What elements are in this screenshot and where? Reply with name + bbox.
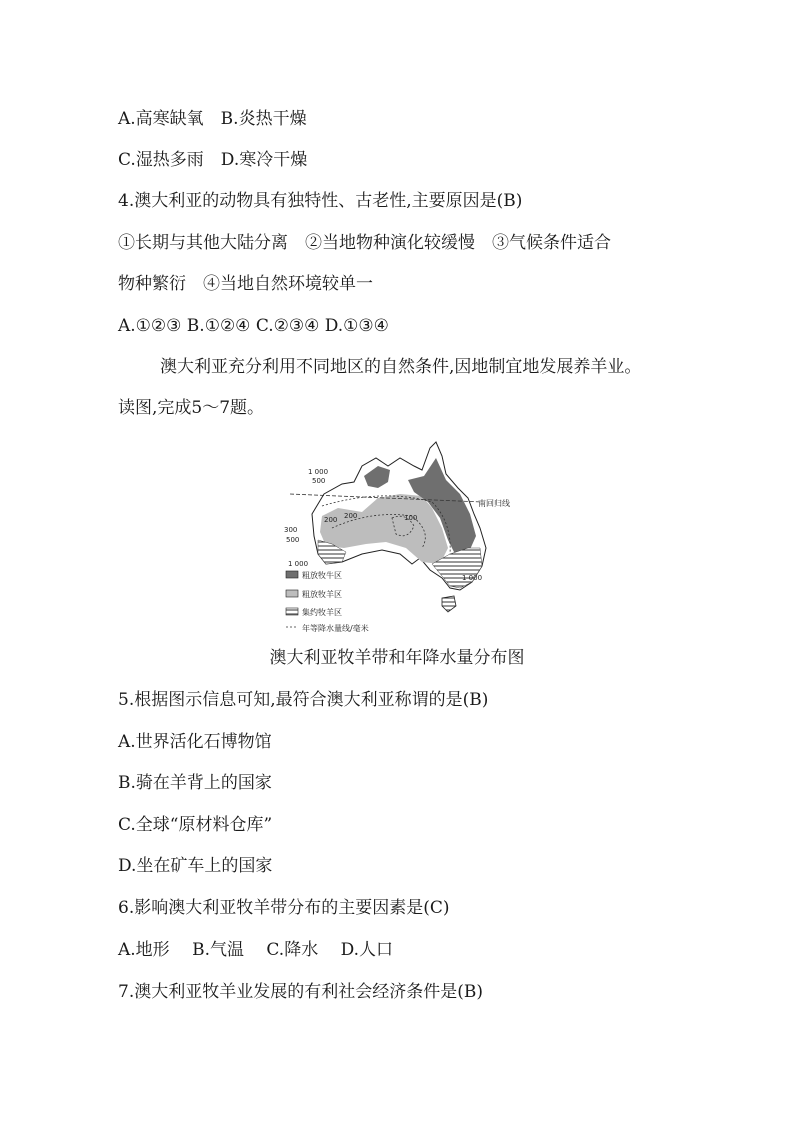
legend-label-isohyet: 年等降水量线/毫米 xyxy=(302,624,369,633)
question-4-options-line-2: 物种繁衍 ④当地自然环境较单一 xyxy=(118,274,373,294)
question-4: 4.澳大利亚的动物具有独特性、古老性,主要原因是(B) xyxy=(118,191,523,211)
contour-label: 200 xyxy=(324,516,338,524)
tasmania xyxy=(442,596,456,612)
contour-label: 500 xyxy=(286,536,300,544)
passage-intro: 澳大利亚充分利用不同地区的自然条件,因地制宜地发展养羊业。 xyxy=(160,357,642,377)
legend-label-intensive-sheep: 集约牧羊区 xyxy=(302,608,342,617)
australia-map xyxy=(282,436,522,636)
contour-label: 300 xyxy=(284,526,298,534)
question-6: 6.影响澳大利亚牧羊带分布的主要因素是(C) xyxy=(118,898,450,918)
passage-instruction: 读图,完成5～7题。 xyxy=(118,398,265,418)
contour-label: 1 000 xyxy=(462,574,483,582)
question-6-choices: A.地形 B.气温 C.降水 D.人口 xyxy=(118,940,394,960)
question-5-option-d: D.坐在矿车上的国家 xyxy=(118,856,273,876)
contour-label: 1 000 xyxy=(308,468,329,476)
text-line-2: C.湿热多雨 D.寒冷干燥 xyxy=(118,150,308,170)
legend-swatch-cattle xyxy=(286,571,298,578)
contour-label: 200 xyxy=(344,512,358,520)
contour-label: 1 000 xyxy=(288,560,309,568)
legend-label-cattle: 粗放牧牛区 xyxy=(302,571,342,580)
question-5-option-b: B.骑在羊背上的国家 xyxy=(118,773,272,793)
question-5-option-a: A.世界活化石博物馆 xyxy=(118,732,272,752)
legend-label-extensive-sheep: 粗放牧羊区 xyxy=(302,590,342,599)
question-4-options-line-1: ①长期与其他大陆分离 ②当地物种演化较缓慢 ③气候条件适合 xyxy=(118,233,611,253)
question-4-choices: A.①②③ B.①②④ C.②③④ D.①③④ xyxy=(118,316,389,336)
tropic-label: 南回归线 xyxy=(478,499,510,508)
contour-label: 500 xyxy=(312,477,326,485)
question-5: 5.根据图示信息可知,最符合澳大利亚称谓的是(B) xyxy=(118,690,489,710)
contour-label: 100 xyxy=(404,514,418,522)
figure-caption: 澳大利亚牧羊带和年降水量分布图 xyxy=(269,648,525,668)
legend-swatch-extensive-sheep xyxy=(286,590,298,597)
question-5-option-c: C.全球“原材料仓库” xyxy=(118,815,273,835)
legend-swatch-intensive-sheep xyxy=(286,608,298,615)
australia-map-figure xyxy=(282,436,522,636)
map-legend xyxy=(286,570,369,633)
question-7: 7.澳大利亚牧羊业发展的有利社会经济条件是(B) xyxy=(118,982,483,1002)
text-line-1: A.高寒缺氧 B.炎热干燥 xyxy=(118,109,307,129)
